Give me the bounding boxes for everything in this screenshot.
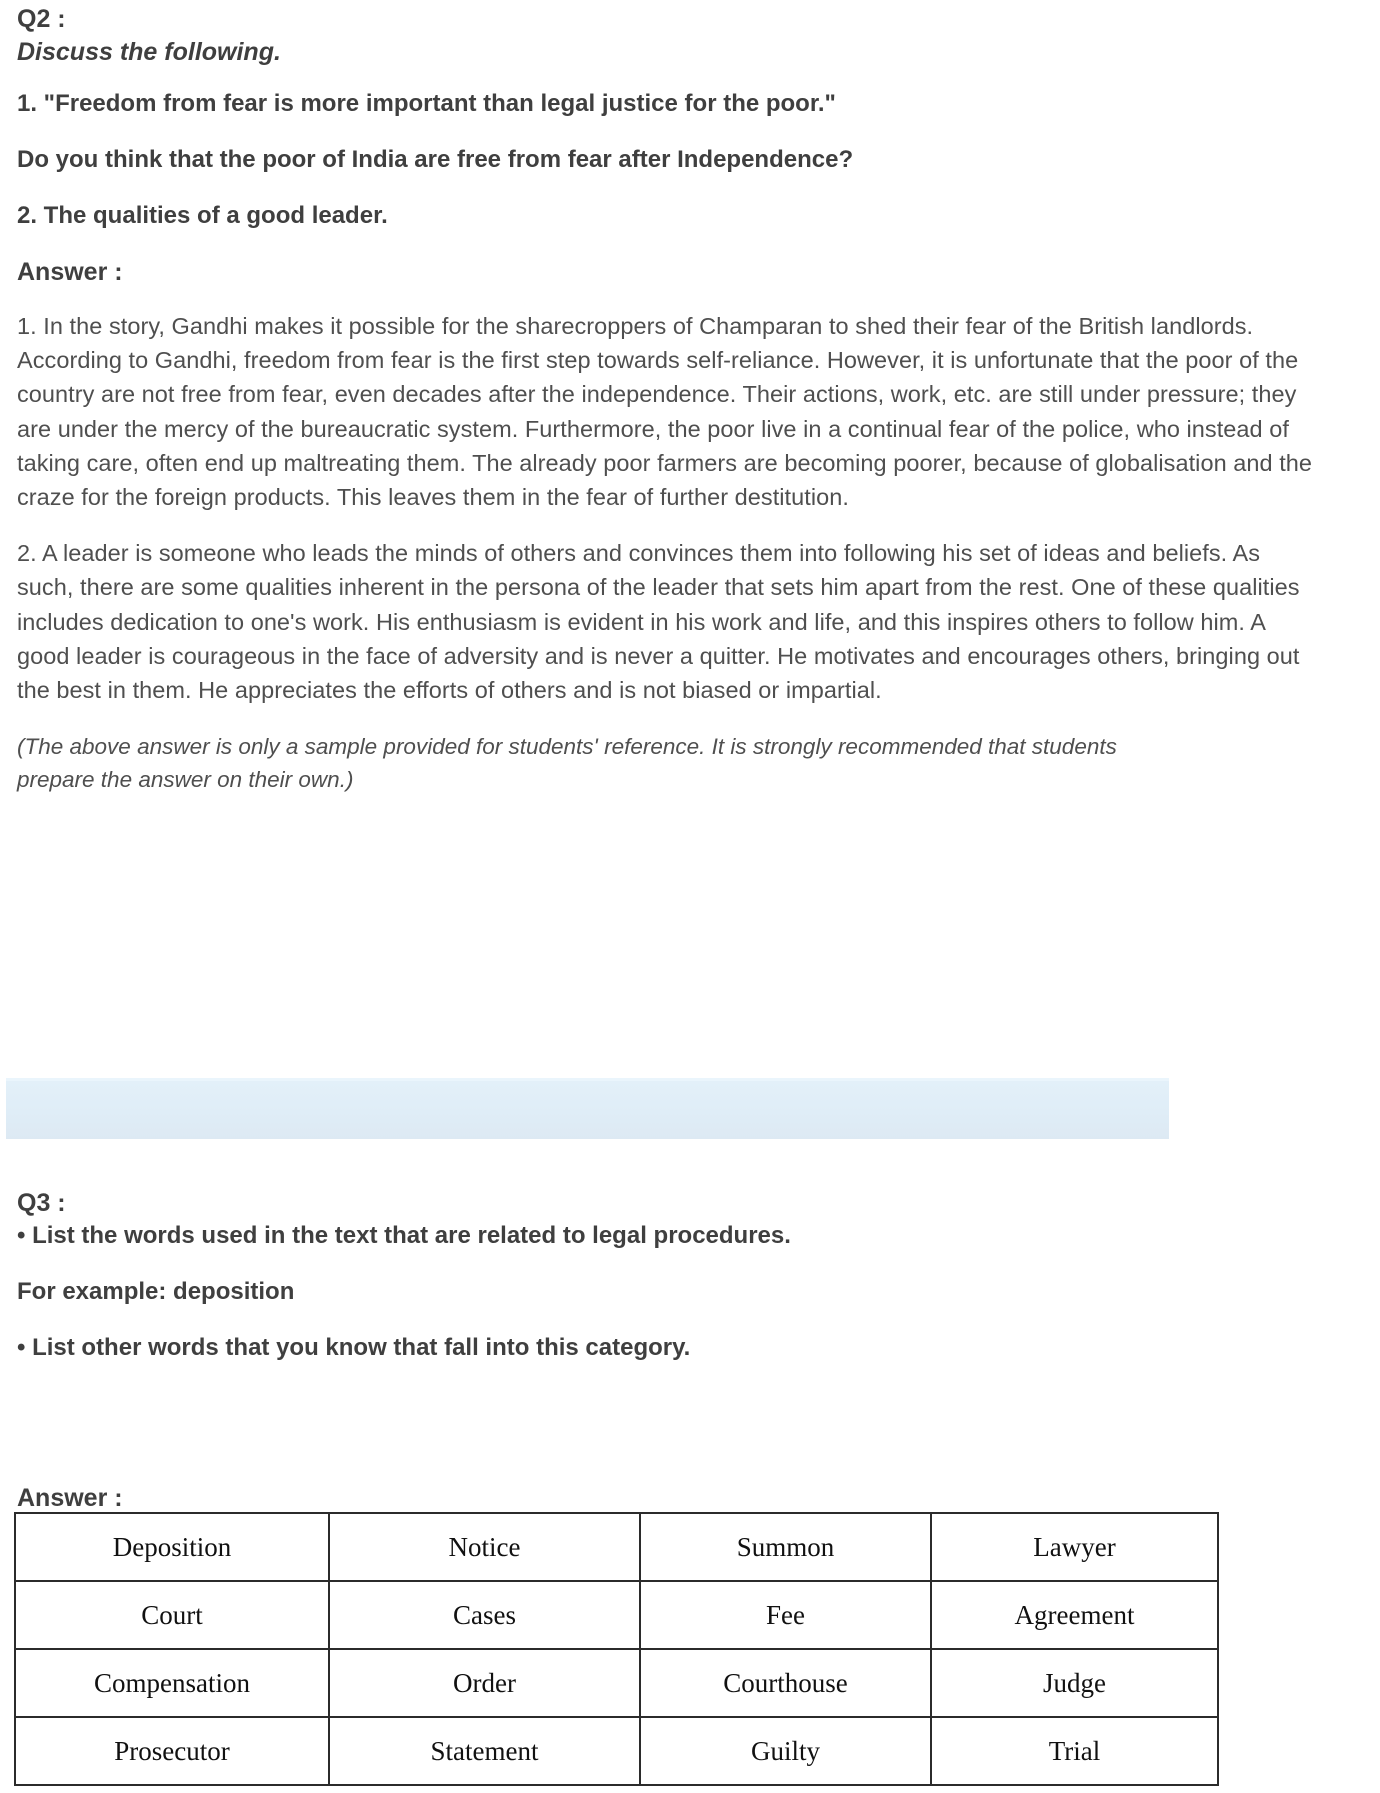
table-cell: Notice: [329, 1513, 640, 1581]
q2-answer-disclaimer: (The above answer is only a sample provided for students' reference. It is strongly recommended that students prepare the answer on their own.): [17, 734, 1117, 792]
table-row: [15, 1649, 1218, 1717]
table-cell: Cases: [329, 1581, 640, 1649]
table-row: [15, 1581, 1218, 1649]
q3-bullet-one: • List the words used in the text that are related to legal procedures.: [17, 1222, 791, 1249]
q2-item-1: 1. "Freedom from fear is more important than legal justice for the poor.": [17, 90, 836, 117]
table-cell: Order: [329, 1649, 640, 1717]
q2-item-3: 2. The qualities of a good leader.: [17, 202, 388, 229]
q3-example: For example: deposition: [17, 1278, 295, 1305]
table-body: [15, 1513, 1218, 1785]
table-cell: Statement: [329, 1717, 640, 1785]
table-cell: Deposition: [15, 1513, 329, 1581]
q2-answer-label: Answer :: [17, 258, 123, 286]
q2-answer-paragraph-1: 1. In the story, Gandhi makes it possible for the sharecroppers of Champaran to shed their fear of the British landlords. According to Gandhi, freedom from fear is the first step towards self-reliance. However, it is unfortunate that the poor of the country are not free from fear, even decades after the independence. Their actions, work, etc. are still under pressure; they are under the mercy of the bureaucratic system. Furthermore, the poor live in a continual fear of the police, who instead of taking care, often end up maltreating them. The already poor farmers are becoming poorer, because of globalisation and the craze for the foreign products. This leaves them in the fear of further destitution.: [17, 313, 1313, 510]
q2-answer-paragraph-2: 2. A leader is someone who leads the minds of others and convinces them into following his set of ideas and beliefs. As such, there are some qualities inherent in the persona of the leader that sets him apart from the rest. One of these qualities includes dedication to one's work. His enthusiasm is evident in his work and life, and this inspires others to follow him. A good leader is courageous in the face of adversity and is never a quitter. He motivates and encourages others, bringing out the best in them. He appreciates the efforts of others and is not biased or impartial.: [17, 540, 1300, 703]
table-cell: Lawyer: [931, 1513, 1218, 1581]
table-cell: Prosecutor: [15, 1717, 329, 1785]
legal-words-table: [14, 1512, 1219, 1786]
table-row: [15, 1717, 1218, 1785]
table-cell: Summon: [640, 1513, 931, 1581]
q3-bullet-two: • List other words that you know that fall into this category.: [17, 1334, 691, 1361]
table-cell: Judge: [931, 1649, 1218, 1717]
highlight-band: [6, 1078, 1169, 1139]
q2-item-2: Do you think that the poor of India are free from fear after Independence?: [17, 146, 854, 173]
table-cell: Courthouse: [640, 1649, 931, 1717]
table-cell: Fee: [640, 1581, 931, 1649]
q3-section: [17, 1188, 1320, 1363]
q3-answer-label: Answer :: [17, 1484, 123, 1512]
q2-instruction: Discuss the following.: [17, 37, 281, 66]
table-cell: Court: [15, 1581, 329, 1649]
table-cell: Guilty: [640, 1717, 931, 1785]
q2-section: [0, 0, 1380, 797]
table-row: [15, 1513, 1218, 1581]
table-cell: Compensation: [15, 1649, 329, 1717]
q2-label: Q2 :: [17, 5, 66, 33]
table-cell: Trial: [931, 1717, 1218, 1785]
q3-label: Q3 :: [17, 1189, 66, 1217]
table-cell: Agreement: [931, 1581, 1218, 1649]
